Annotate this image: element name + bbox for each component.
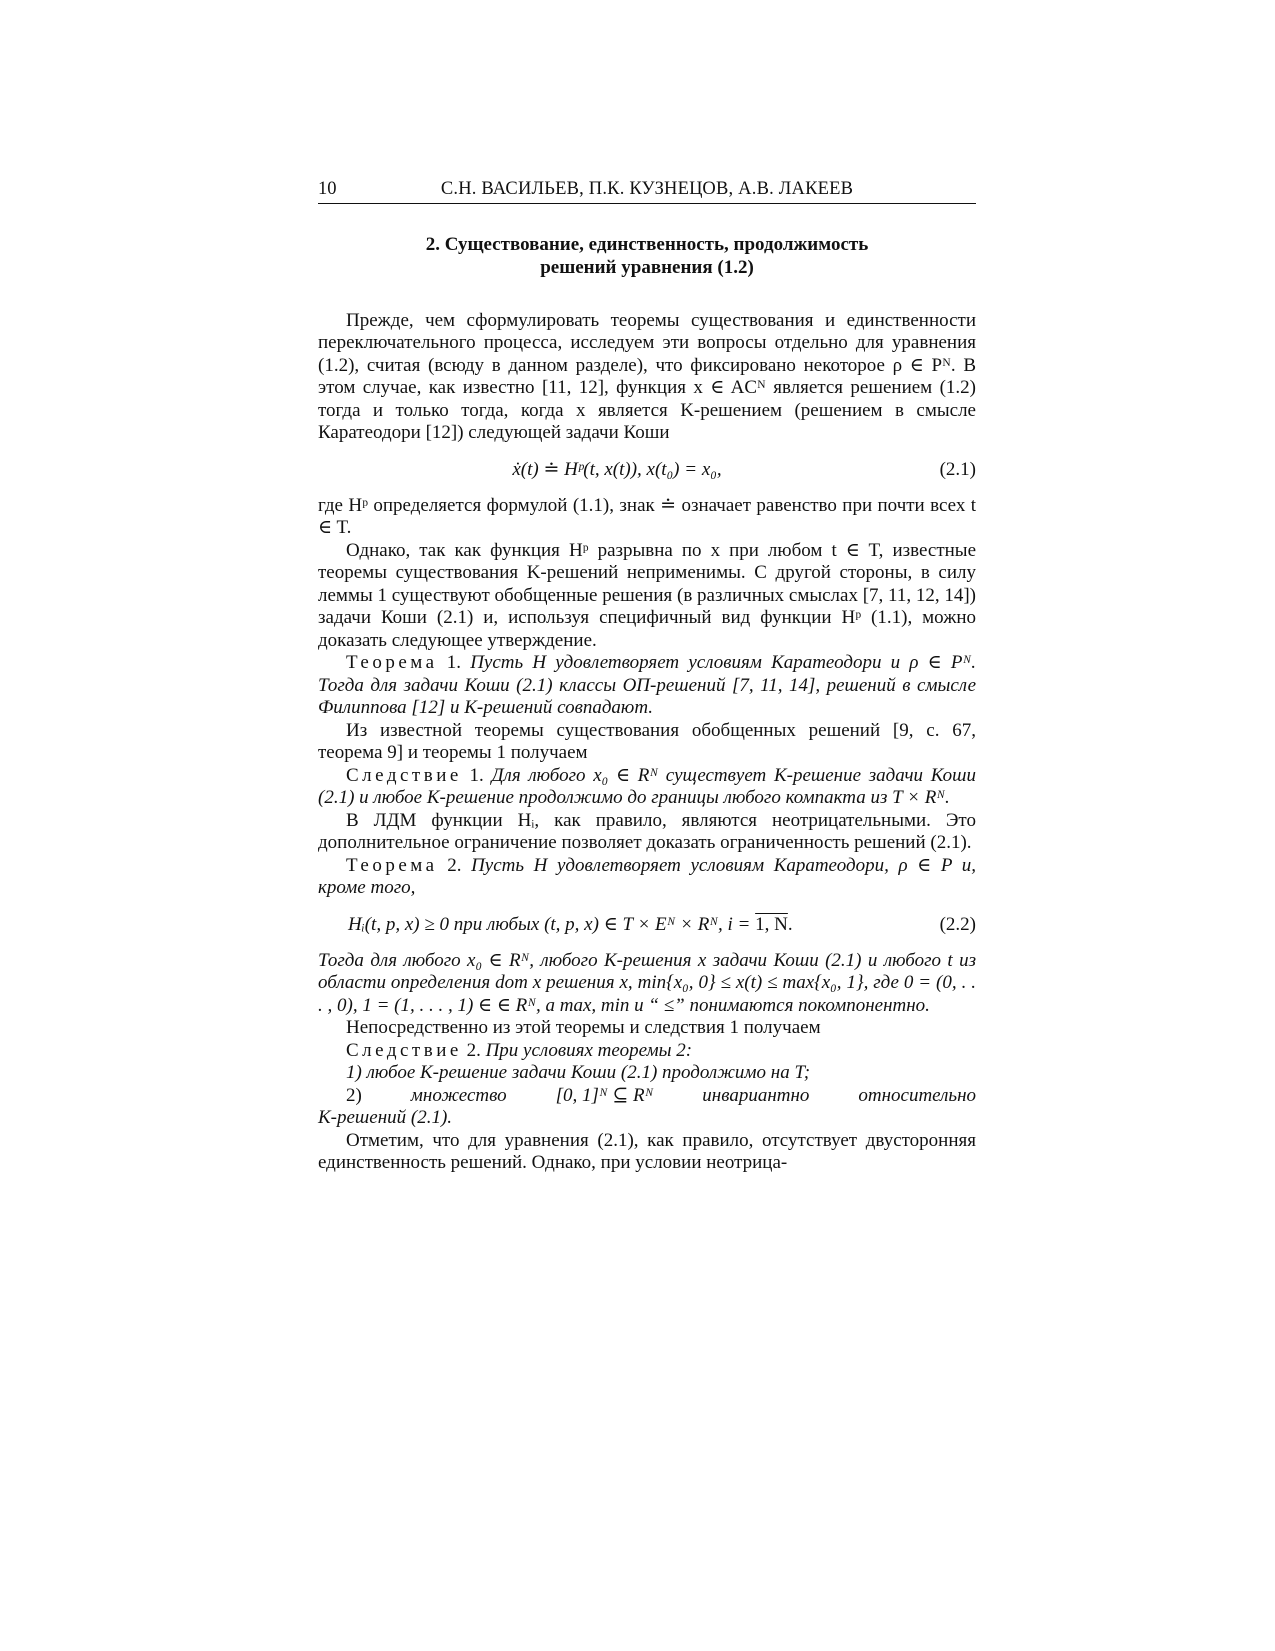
paragraph-note: Отметим, что для уравнения (2.1), как правило, отсутствует двусторонняя единственность решений. Однако, при условии неотрица-	[318, 1129, 976, 1173]
equation-2-2-range: 1, N	[755, 914, 788, 936]
corollary-2-item-2-word-invariant: инвариантно	[702, 1084, 810, 1106]
theorem-2-continuation: Тогда для любого x₀ ∈ Rᴺ, любого K-решения x задачи Коши (2.1) и любого t из области определения dom x решения x, min{x₀, 0} ≤ x(t) ≤ max{x₀, 1}, где 0 = (0, . . . , 0), 1 = (1, . . . , 1) ∈ ∈ Rᴺ, а max, min и “ ≤” понимаются покомпонентно.	[318, 949, 976, 1016]
corollary-2-item-2-end: K-решений (2.1).	[318, 1107, 453, 1128]
theorem-1-text: Пусть H удовлетворяет условиям Каратеодори и ρ ∈ Pᴺ. Тогда для задачи Коши (2.1) классы OП-решений [7, 11, 14], решений в смысле Филиппова [12] и K-решений совпадают.	[318, 652, 976, 718]
paragraph-directly: Непосредственно из этой теоремы и следствия 1 получаем	[346, 1017, 821, 1038]
equation-2-2-body	[318, 914, 916, 937]
paragraph-intro: Прежде, чем сформулировать теоремы существования и единственности переключательного процесса, исследуем эти вопросы отдельно для уравнения (1.2), считая (всюду в данном разделе), что фиксировано некоторое ρ ∈ Pᴺ. В этом случае, как известно [11, 12], функция x ∈ ACᴺ является решением (1.2) тогда и только тогда, когда x является K-решением (решением в смысле Каратеодори [12]) следующей задачи Коши	[318, 309, 976, 443]
running-header-authors: С.Н. ВАСИЛЬЕВ, П.К. КУЗНЕЦОВ, А.В. ЛАКЕЕВ	[440, 179, 854, 199]
corollary-1-number: 1.	[469, 764, 484, 786]
corollary-1	[318, 765, 976, 810]
theorem-2-number: 2.	[447, 854, 462, 876]
equation-2-2-period: .	[787, 914, 793, 936]
paragraph-hp-definition: где Hᵖ определяется формулой (1.1), знак ≐ означает равенство при почти всех t ∈ T.	[318, 494, 976, 538]
corollary-2-item-2	[318, 1085, 976, 1108]
theorem-2-label: Теорема	[346, 854, 438, 876]
paragraph-ldm: В ЛДМ функции Hᵢ, как правило, являются неотрицательными. Это дополнительное ограничение позволяет доказать ограниченность решений (2.1).	[318, 809, 976, 853]
paragraph-however: Однако, так как функция Hᵖ разрывна по x при любом t ∈ T, известные теоремы существования K-решений неприменимы. С другой стороны, в силу леммы 1 существуют обобщенные решения (в различных смыслах [7, 11, 12, 14]) задачи Коши (2.1) и, используя специфичный вид функции Hᵖ (1.1), можно доказать следующее утверждение.	[318, 539, 976, 651]
corollary-1-label: Следствие	[346, 764, 462, 786]
corollary-2-text: При условиях теоремы 2:	[485, 1039, 693, 1061]
theorem-1-label: Теорема	[346, 652, 438, 673]
corollary-2-item-2-math: [0, 1]ᴺ ⊆ Rᴺ	[555, 1084, 654, 1106]
corollary-2-item-1: 1) любое K-решение задачи Коши (2.1) продолжимо на T;	[346, 1062, 811, 1083]
section-title-line-1: 2. Существование, единственность, продолжимость	[425, 233, 869, 255]
equation-2-1-number: (2.1)	[939, 459, 976, 481]
paragraph-existence: Из известной теоремы существования обобщенных решений [9, с. 67, теорема 9] и теоремы 1 получаем	[318, 719, 976, 763]
equation-2-1	[318, 459, 976, 483]
corollary-2-label: Следствие	[346, 1039, 462, 1061]
section-title-line-2: решений уравнения (1.2)	[540, 256, 754, 278]
page-number: 10	[318, 179, 337, 199]
theorem-1	[318, 652, 976, 720]
page	[318, 178, 976, 1175]
corollary-2-item-2-number: 2)	[346, 1084, 362, 1106]
running-header	[318, 178, 976, 204]
equation-2-1-body: ẋ(t) ≐ Hᵖ(t, x(t)), x(t₀) = x₀,	[512, 459, 722, 481]
corollary-2-item-2-word-relative: относительно	[858, 1084, 976, 1106]
equation-2-2-part-c: (t, p, x) ∈ T × Eᴺ × Rᴺ, i =	[539, 914, 756, 936]
equation-2-2-number: (2.2)	[939, 914, 976, 936]
equation-2-2	[318, 914, 976, 938]
corollary-2	[318, 1040, 976, 1063]
corollary-1-text: Для любого x₀ ∈ Rᴺ существует K-решение задачи Коши (2.1) и любое K-решение продолжимо до границы любого компакта из T × Rᴺ.	[318, 764, 976, 808]
equation-2-2-part-a: Hᵢ(t, p, x) ≥ 0	[348, 914, 454, 936]
theorem-2-text: Пусть H удовлетворяет условиям Каратеодори, ρ ∈ P и, кроме того,	[318, 854, 977, 898]
section-title	[318, 233, 976, 279]
equation-2-2-part-b: при любых	[453, 914, 540, 936]
corollary-2-item-2-word-set: множество	[410, 1084, 507, 1106]
theorem-2	[318, 855, 976, 900]
corollary-2-number: 2.	[466, 1039, 481, 1061]
theorem-1-number: 1.	[446, 652, 462, 673]
